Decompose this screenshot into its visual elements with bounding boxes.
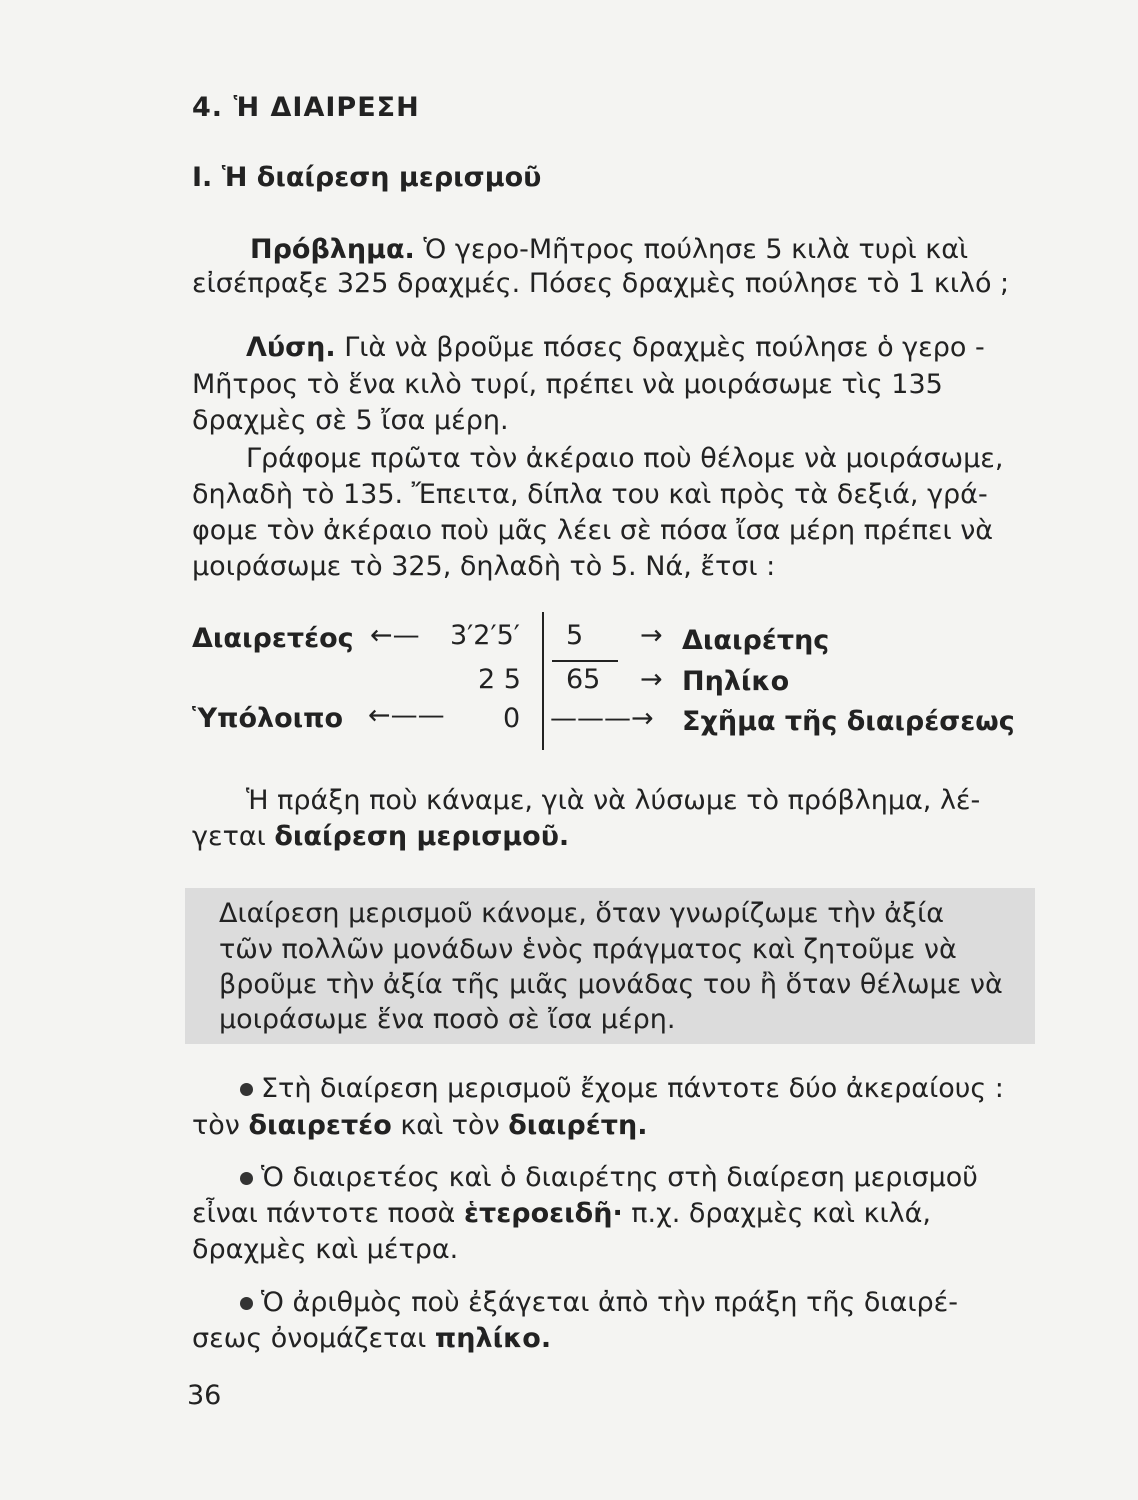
explanation-line-4: μοιράσωμε τὸ 325, δηλαδὴ τὸ 5. Νά, ἔτσι :	[192, 551, 776, 582]
explanation-line-2: δηλαδὴ τὸ 135. Ἔπειτα, δίπλα του καὶ πρὸς τὰ δεξιά, γρά-	[192, 479, 988, 510]
dividend-label: Διαιρετέος	[192, 623, 354, 654]
page-number: 36	[187, 1380, 222, 1411]
quotient-value: 65	[566, 664, 601, 695]
bullet-1-text: Στὴ διαίρεση μερισμοῦ ἔχομε πάντοτε δύο ἀκεραίους :	[261, 1073, 1004, 1104]
bullet-1-line-1	[240, 1073, 1004, 1104]
problem-line-2: εἰσέπραξε 325 δραχμές. Πόσες δραχμὲς πούλησε τὸ 1 κιλό ;	[192, 268, 1010, 299]
bullet-2-text-b: π.χ. δραχμὲς καὶ κιλά,	[631, 1198, 931, 1229]
bullet-2-text-a: εἶναι πάντοτε ποσὰ	[192, 1198, 456, 1229]
remainder-arrow: ←——	[368, 700, 445, 731]
definition-line-4: μοιράσωμε ἕνα ποσὸ σὲ ἴσα μέρη.	[219, 1004, 676, 1035]
definition-line-2: τῶν πολλῶν μονάδων ἑνὸς πράγματος καὶ ζητοῦμε νὰ	[219, 934, 957, 965]
remainder-value: 0	[503, 703, 521, 734]
solution-first-line	[246, 332, 985, 363]
schema-label: Σχῆμα τῆς διαιρέσεως	[682, 706, 1015, 737]
explanation-line-3: φομε τὸν ἀκέραιο ποὺ μᾶς λέει σὲ πόσα ἴσα μέρη πρέπει νὰ	[192, 515, 994, 546]
bullet-dot-icon	[240, 1172, 253, 1185]
remainder-label: Ὑπόλοιπο	[192, 703, 344, 734]
bullet-1-line-2	[192, 1110, 647, 1141]
bullet-2-line-1	[240, 1162, 978, 1193]
problem-label: Πρόβλημα.	[250, 234, 415, 265]
divisor-label: Διαιρέτης	[682, 625, 830, 656]
divisor-arrow: →	[640, 620, 663, 651]
dividend-arrow: ←—	[370, 620, 420, 651]
bullet-1-text-a: τὸν	[192, 1110, 240, 1141]
bullet-2-term: ἑτεροειδῆ·	[463, 1198, 623, 1229]
solution-line-2: Μῆτρος τὸ ἕνα κιλὸ τυρί, πρέπει νὰ μοιράσωμε τὶς 135	[192, 369, 943, 400]
bullet-3-line-1	[240, 1287, 958, 1318]
bullet-2-text: Ὁ διαιρετέος καὶ ὁ διαιρέτης στὴ διαίρεση μερισμοῦ	[261, 1162, 978, 1193]
schema-arrow: ———→	[550, 703, 654, 734]
bullet-1-term-divisor: διαιρέτη.	[508, 1110, 648, 1141]
operation-note-term: διαίρεση μερισμοῦ.	[274, 821, 570, 852]
solution-line-1: Γιὰ νὰ βροῦμε πόσες δραχμὲς πούλησε ὁ γερο -	[344, 332, 985, 363]
definition-line-3: βροῦμε τὴν ἀξία τῆς μιᾶς μονάδας του ἢ ὅταν θέλωμε νὰ	[219, 969, 1003, 1000]
bullet-3-line-2	[192, 1323, 551, 1354]
bullet-1-term-dividend: διαιρετέο	[248, 1110, 392, 1141]
operation-note-text: γεται	[192, 821, 266, 852]
bullet-3-text: Ὁ ἀριθμὸς ποὺ ἐξάγεται ἀπὸ τὴν πράξη τῆς διαιρέ-	[261, 1287, 958, 1318]
section-title: Ι. Ἡ διαίρεση μερισμοῦ	[192, 162, 542, 193]
bullet-dot-icon	[240, 1297, 253, 1310]
bullet-1-text-b: καὶ τὸν	[400, 1110, 500, 1141]
dividend-value: 3′2′5′	[450, 620, 520, 651]
divisor-value: 5	[566, 620, 584, 651]
explanation-line-1: Γράφομε πρῶτα τὸν ἀκέραιο ποὺ θέλομε νὰ μοιράσωμε,	[246, 443, 1004, 474]
quotient-arrow: →	[640, 664, 663, 695]
operation-note-line-1: Ἡ πράξη ποὺ κάναμε, γιὰ νὰ λύσωμε τὸ πρόβλημα, λέ-	[246, 785, 981, 816]
division-vertical-line	[542, 612, 544, 750]
solution-line-3: δραχμὲς σὲ 5 ἴσα μέρη.	[192, 405, 509, 436]
bullet-2-line-2	[192, 1198, 931, 1229]
bullet-3-text-a: σεως ὀνομάζεται	[192, 1323, 427, 1354]
bullet-3-term: πηλίκο.	[434, 1323, 552, 1354]
solution-label: Λύση.	[246, 332, 336, 363]
bullet-dot-icon	[240, 1083, 253, 1096]
problem-line-1: Ὁ γερο-Μῆτρος πούλησε 5 κιλὰ τυρὶ καὶ	[423, 234, 969, 265]
partial-product: 2 5	[478, 664, 521, 695]
quotient-underline	[552, 660, 618, 662]
bullet-2-line-3: δραχμὲς καὶ μέτρα.	[192, 1234, 459, 1265]
problem-paragraph	[192, 232, 1037, 269]
quotient-label: Πηλίκο	[682, 666, 790, 697]
operation-note-line-2	[192, 821, 569, 852]
chapter-title: 4. Ἡ ΔΙΑΙΡΕΣΗ	[192, 92, 420, 123]
definition-line-1: Διαίρεση μερισμοῦ κάνομε, ὅταν γνωρίζωμε τὴν ἀξία	[219, 898, 945, 929]
